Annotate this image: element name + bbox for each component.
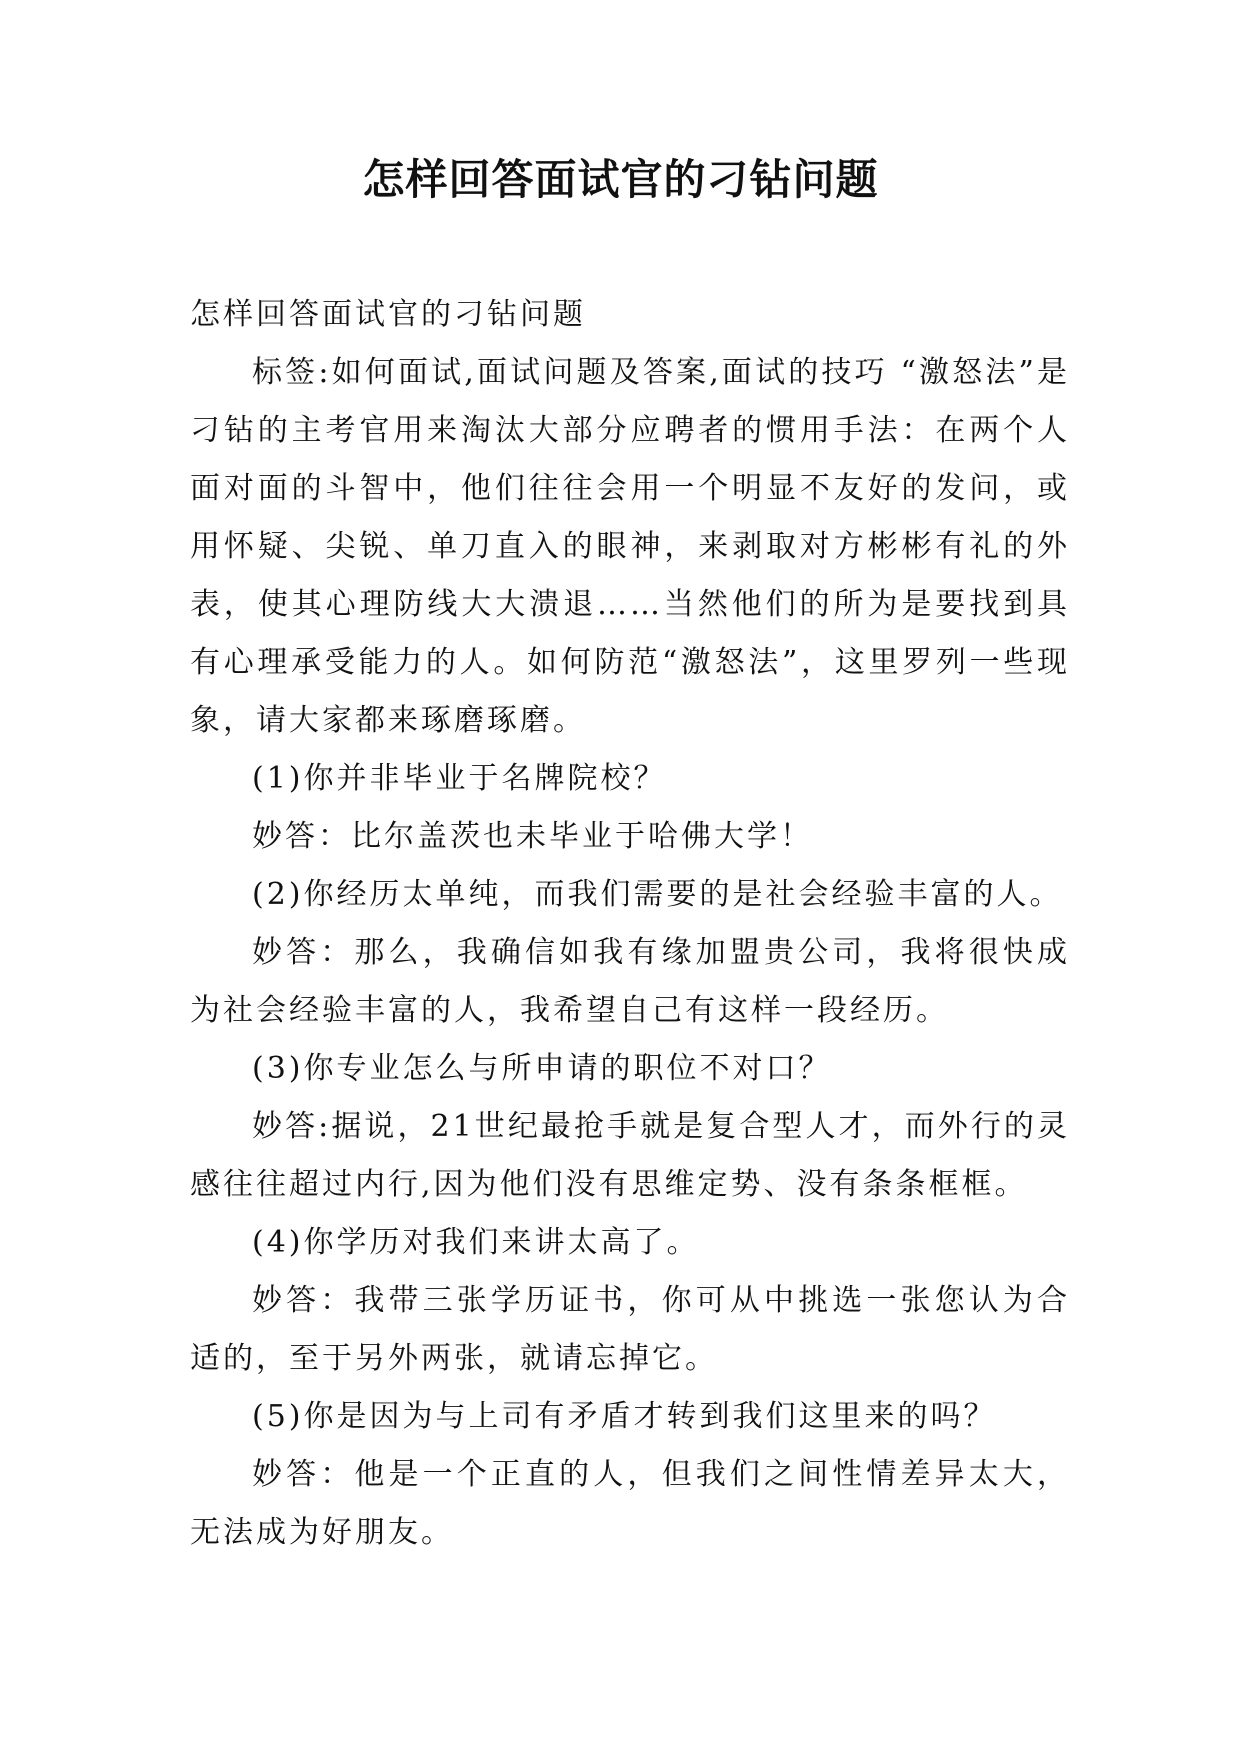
- question-5: (5)你是因为与上司有矛盾才转到我们这里来的吗？: [252, 1399, 997, 1434]
- answer-5: 妙答：他是一个正直的人，但我们之间性情差异太大，无法成为好朋友。: [190, 1457, 1070, 1550]
- answer-4: 妙答：我带三张学历证书，你可从中挑选一张您认为合适的，至于另外两张，就请忘掉它。: [190, 1283, 1070, 1376]
- document-body: [190, 286, 1070, 1562]
- question-2: (2)你经历太单纯，而我们需要的是社会经验丰富的人。: [252, 877, 1063, 912]
- paragraph-intro: 标签:如何面试,面试问题及答案,面试的技巧 “激怒法”是刁钻的主考官用来淘汰大部分应聘者的惯用手法：在两个人面对面的斗智中，他们往往会用一个明显不友好的发问，或用怀疑、尖锐、单刀直入的眼神，来剥取对方彬彬有礼的外表，使其心理防线大大溃退……当然他们的所为是要找到具有心理承受能力的人。如何防范“激怒法”，这里罗列一些现象，请大家都来琢磨琢磨。: [190, 355, 1070, 738]
- question-1: (1)你并非毕业于名牌院校？: [252, 761, 667, 796]
- answer-3: 妙答:据说，21世纪最抢手就是复合型人才，而外行的灵感往往超过内行,因为他们没有思维定势、没有条条框框。: [190, 1109, 1070, 1202]
- answer-2: 妙答：那么，我确信如我有缘加盟贵公司，我将很快成为社会经验丰富的人，我希望自己有这样一段经历。: [190, 935, 1070, 1028]
- paragraph-subtitle: 怎样回答面试官的刁钻问题: [190, 297, 586, 332]
- answer-1: 妙答：比尔盖茨也未毕业于哈佛大学！: [252, 819, 813, 854]
- question-3: (3)你专业怎么与所申请的职位不对口？: [252, 1051, 832, 1086]
- document-title: 怎样回答面试官的刁钻问题: [362, 155, 879, 204]
- question-4: (4)你学历对我们来讲太高了。: [252, 1225, 700, 1260]
